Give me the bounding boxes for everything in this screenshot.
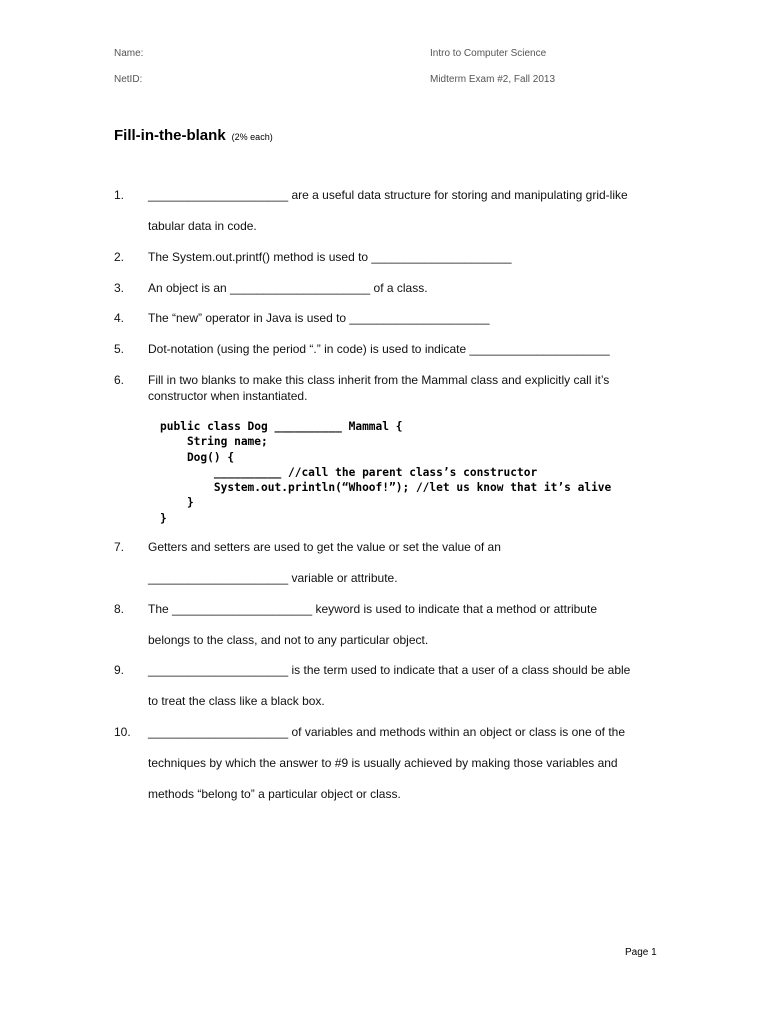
section-note: (2% each): [231, 132, 273, 142]
section-title-text: Fill-in-the-blank: [114, 127, 226, 144]
question-text-line: _____________________ of variables and methods within an object or class is one of the: [148, 725, 626, 739]
question-text-line: The _____________________ keyword is used to indicate that a method or attribute: [148, 602, 597, 616]
question-number: 4.: [114, 311, 125, 325]
question-text-line: _____________________ is the term used to indicate that a user of a class should be able: [148, 663, 631, 677]
question-number: 3.: [114, 281, 125, 295]
code-line: }: [160, 496, 194, 510]
question-number: 9.: [114, 663, 125, 677]
code-line: __________ //call the parent class’s constructor: [160, 465, 538, 479]
page-number: Page 1: [625, 947, 657, 958]
netid-label: NetID:: [114, 74, 143, 85]
code-block: [160, 419, 611, 526]
question-text-line: The “new” operator in Java is used to _____________________: [148, 311, 490, 325]
course-title: Intro to Computer Science: [430, 48, 547, 59]
question-text-line: belongs to the class, and not to any particular object.: [148, 633, 429, 647]
question-text-line: _____________________ variable or attribute.: [148, 571, 398, 585]
section-title: [114, 127, 273, 144]
question-number: 5.: [114, 342, 125, 356]
question-number: 10.: [114, 725, 131, 739]
question-number: 7.: [114, 540, 125, 554]
exam-title: Midterm Exam #2, Fall 2013: [430, 74, 556, 85]
code-line: String name;: [160, 435, 268, 449]
question-text-line: An object is an _____________________ of a class.: [148, 281, 428, 295]
question-text-line: constructor when instantiated.: [148, 389, 308, 403]
question-text-line: methods “belong to” a particular object or class.: [148, 787, 401, 801]
question-number: 8.: [114, 602, 125, 616]
name-label: Name:: [114, 48, 144, 59]
question-text-line: to treat the class like a black box.: [148, 694, 325, 708]
question-text-line: Dot-notation (using the period “.” in code) is used to indicate _____________________: [148, 342, 610, 356]
question-text-line: _____________________ are a useful data structure for storing and manipulating grid-like: [148, 188, 628, 202]
question-number: 6.: [114, 373, 125, 387]
code-line: }: [160, 511, 167, 525]
code-line: System.out.println(“Whoof!”); //let us know that it’s alive: [160, 481, 612, 495]
question-text-line: The System.out.printf() method is used to _____________________: [148, 250, 512, 264]
question-number: 1.: [114, 188, 125, 202]
question-text-line: Fill in two blanks to make this class inherit from the Mammal class and explicitly call it’s: [148, 373, 610, 387]
code-line: public class Dog __________ Mammal {: [160, 420, 403, 433]
code-line: Dog() {: [160, 450, 235, 464]
question-text-line: tabular data in code.: [148, 219, 257, 233]
question-number: 2.: [114, 250, 125, 264]
question-text-line: Getters and setters are used to get the value or set the value of an: [148, 540, 501, 554]
question-text-line: techniques by which the answer to #9 is usually achieved by making those variables and: [148, 756, 618, 770]
